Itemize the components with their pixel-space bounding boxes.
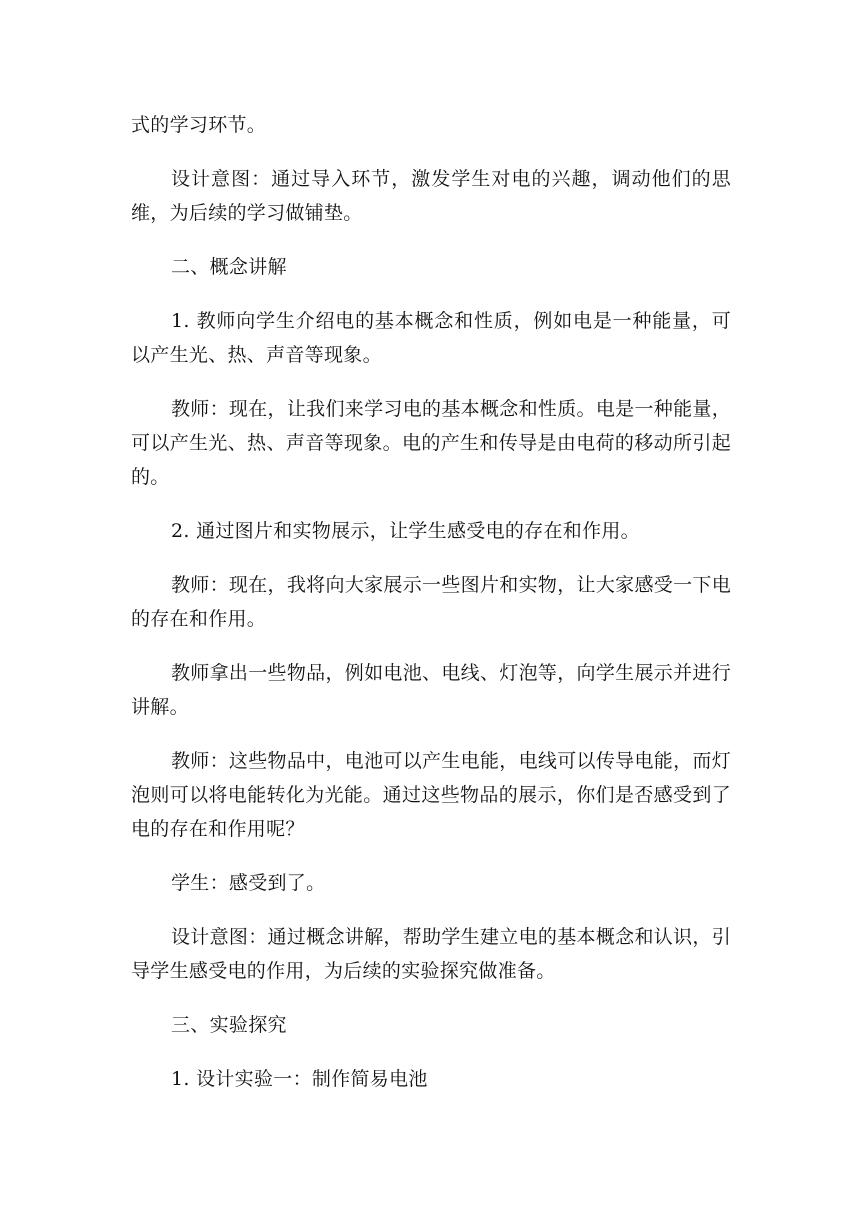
section-heading-experiment: 三、实验探究 [171, 1014, 287, 1036]
paragraph-teacher-action: 教师拿出一些物品，例如电池、电线、灯泡等，向学生展示并进行讲解。 [131, 662, 731, 718]
paragraph-teacher-3: 教师：这些物品中，电池可以产生电能，电线可以传导电能，而灯泡则可以将电能转化为光能。通过这些物品的展示，你们是否感受到了电的存在和作用呢？ [131, 750, 731, 840]
paragraph-continuation: 式的学习环节。 [131, 114, 267, 136]
paragraph-teacher-2: 教师：现在，我将向大家展示一些图片和实物，让大家感受一下电的存在和作用。 [131, 574, 731, 630]
paragraph-teacher-1: 教师：现在，让我们来学习电的基本概念和性质。电是一种能量，可以产生光、热、声音等现象。电的产生和传导是由电荷的移动所引起的。 [131, 398, 731, 488]
section-heading-concept: 二、概念讲解 [171, 256, 287, 278]
paragraph-student: 学生：感受到了。 [171, 872, 326, 894]
paragraph-experiment-1: 1. 设计实验一：制作简易电池 [171, 1068, 428, 1090]
document-body [131, 108, 731, 1116]
paragraph-design-intent-1: 设计意图：通过导入环节，激发学生对电的兴趣，调动他们的思维，为后续的学习做铺垫。 [131, 168, 731, 224]
paragraph-step-1: 1. 教师向学生介绍电的基本概念和性质，例如电是一种能量，可以产生光、热、声音等现象。 [131, 310, 731, 366]
paragraph-step-2: 2. 通过图片和实物展示，让学生感受电的存在和作用。 [171, 520, 640, 542]
paragraph-design-intent-2: 设计意图：通过概念讲解，帮助学生建立电的基本概念和认识，引导学生感受电的作用，为后续的实验探究做准备。 [131, 926, 731, 982]
